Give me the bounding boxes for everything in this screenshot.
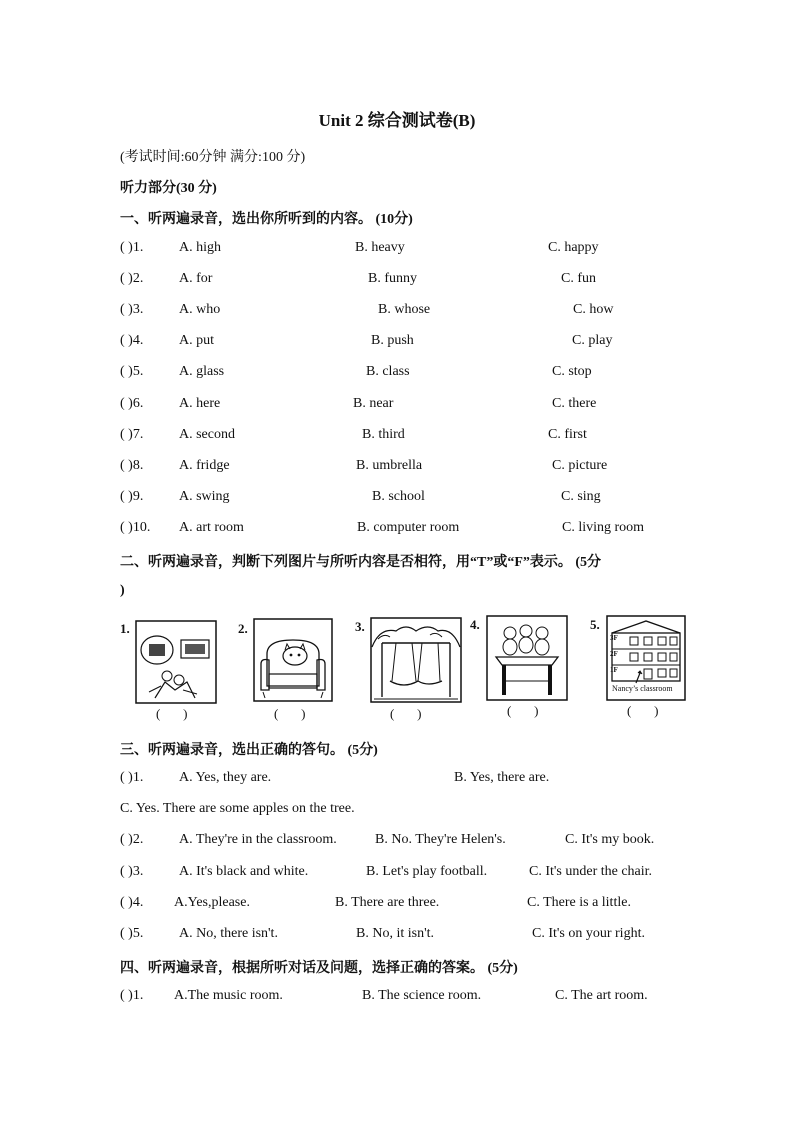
question-number: ( )4. (120, 333, 144, 348)
option-b: B. push (371, 333, 414, 348)
question-number: ( )5. (120, 926, 144, 941)
option-a: A. for (179, 271, 213, 286)
answer-blank[interactable]: ( ) (274, 706, 306, 721)
exam-info: (考试时间:60分钟 满分:100 分) (120, 150, 306, 165)
picture-number: 4. (470, 617, 480, 632)
question-number: ( )5. (120, 364, 144, 379)
floor-label: 1F (610, 666, 618, 674)
option-b: B. umbrella (356, 458, 423, 473)
swing-icon (370, 617, 462, 703)
picture-number: 3. (355, 619, 365, 634)
option-b: B. school (372, 489, 425, 504)
option-b: B. class (366, 364, 410, 379)
option-a: A. second (179, 427, 235, 442)
question-number: ( )10. (120, 520, 151, 535)
option-b: B. funny (368, 271, 417, 286)
option-a: A. who (179, 302, 221, 317)
answer-blank[interactable]: ( ) (390, 706, 422, 721)
section2-heading: 二、听两遍录音，判断下列图片与所听内容是否相符，用“T”或“F”表示。 (5分 (120, 555, 602, 570)
option-b: B. whose (378, 302, 431, 317)
option-a: A. swing (179, 489, 230, 504)
option-c: C. The art room. (555, 988, 648, 1003)
option-c: C. fun (561, 271, 596, 286)
option-a: A.Yes,please. (174, 895, 250, 910)
question-number: ( )7. (120, 427, 144, 442)
option-b: B. No. They're Helen's. (375, 832, 506, 847)
option-a: A. fridge (179, 458, 230, 473)
section4-heading: 四、听两遍录音，根据所听对话及问题，选择正确的答案。 (5分) (120, 961, 518, 976)
option-c: C. play (572, 333, 613, 348)
section3-heading: 三、听两遍录音，选出正确的答句。 (5分) (120, 743, 378, 758)
picture-number: 5. (590, 617, 600, 632)
armchair-cat-icon (253, 618, 333, 702)
option-a: A.The music room. (174, 988, 283, 1003)
option-b: B. computer room (357, 520, 460, 535)
option-c: C. It's under the chair. (529, 864, 653, 879)
picture-number: 1. (120, 621, 130, 636)
question-number: ( )9. (120, 489, 144, 504)
answer-blank[interactable]: ( ) (507, 703, 539, 718)
option-a: A. put (179, 333, 214, 348)
option-c: C. Yes. There are some apples on the tree. (120, 801, 355, 816)
option-c: C. sing (561, 489, 601, 504)
option-b: B. near (353, 396, 394, 411)
answer-blank[interactable]: ( ) (156, 706, 188, 721)
option-b: B. The science room. (362, 988, 482, 1003)
option-c: C. happy (548, 240, 599, 255)
desk-bears-icon (486, 615, 568, 701)
question-number: ( )4. (120, 895, 144, 910)
option-c: C. there (552, 396, 597, 411)
floor-label: 3F (610, 634, 618, 642)
option-a: A. Yes, they are. (179, 770, 272, 785)
floor-label: 2F (610, 650, 618, 658)
option-b: B. heavy (355, 240, 405, 255)
picture-number: 2. (238, 621, 248, 636)
question-number: ( )2. (120, 271, 144, 286)
option-a: A. glass (179, 364, 225, 379)
option-a: A. It's black and white. (179, 864, 309, 879)
option-c: C. living room (562, 520, 645, 535)
option-c: C. picture (552, 458, 608, 473)
question-number: ( )6. (120, 396, 144, 411)
option-b: B. Yes, there are. (454, 770, 550, 785)
option-c: C. stop (552, 364, 592, 379)
option-c: C. There is a little. (527, 895, 631, 910)
exam-title: Unit 2 综合测试卷(B) (318, 111, 476, 130)
option-b: B. Let's play football. (366, 864, 488, 879)
question-number: ( )1. (120, 988, 144, 1003)
option-c: C. It's my book. (565, 832, 655, 847)
option-a: A. here (179, 396, 221, 411)
option-c: C. It's on your right. (532, 926, 645, 941)
answer-blank[interactable]: ( ) (627, 703, 659, 718)
option-a: A. No, there isn't. (179, 926, 278, 941)
question-number: ( )3. (120, 864, 144, 879)
question-number: ( )1. (120, 770, 144, 785)
option-b: B. third (362, 427, 405, 442)
option-a: A. high (179, 240, 221, 255)
listening-header: 听力部分(30 分) (120, 181, 217, 196)
question-number: ( )2. (120, 832, 144, 847)
option-c: C. how (573, 302, 614, 317)
question-number: ( )1. (120, 240, 144, 255)
option-a: A. They're in the classroom. (179, 832, 337, 847)
fridge-scene-icon (135, 620, 217, 704)
section1-heading: 一、听两遍录音，选出你所听到的内容。 (10分) (120, 212, 413, 227)
picture-caption: Nancy’s classroom (612, 684, 673, 693)
option-c: C. first (548, 427, 587, 442)
question-number: ( )8. (120, 458, 144, 473)
section2-heading-cont: ) (120, 583, 125, 598)
question-number: ( )3. (120, 302, 144, 317)
option-a: A. art room (179, 520, 244, 535)
option-b: B. No, it isn't. (356, 926, 434, 941)
option-b: B. There are three. (335, 895, 440, 910)
